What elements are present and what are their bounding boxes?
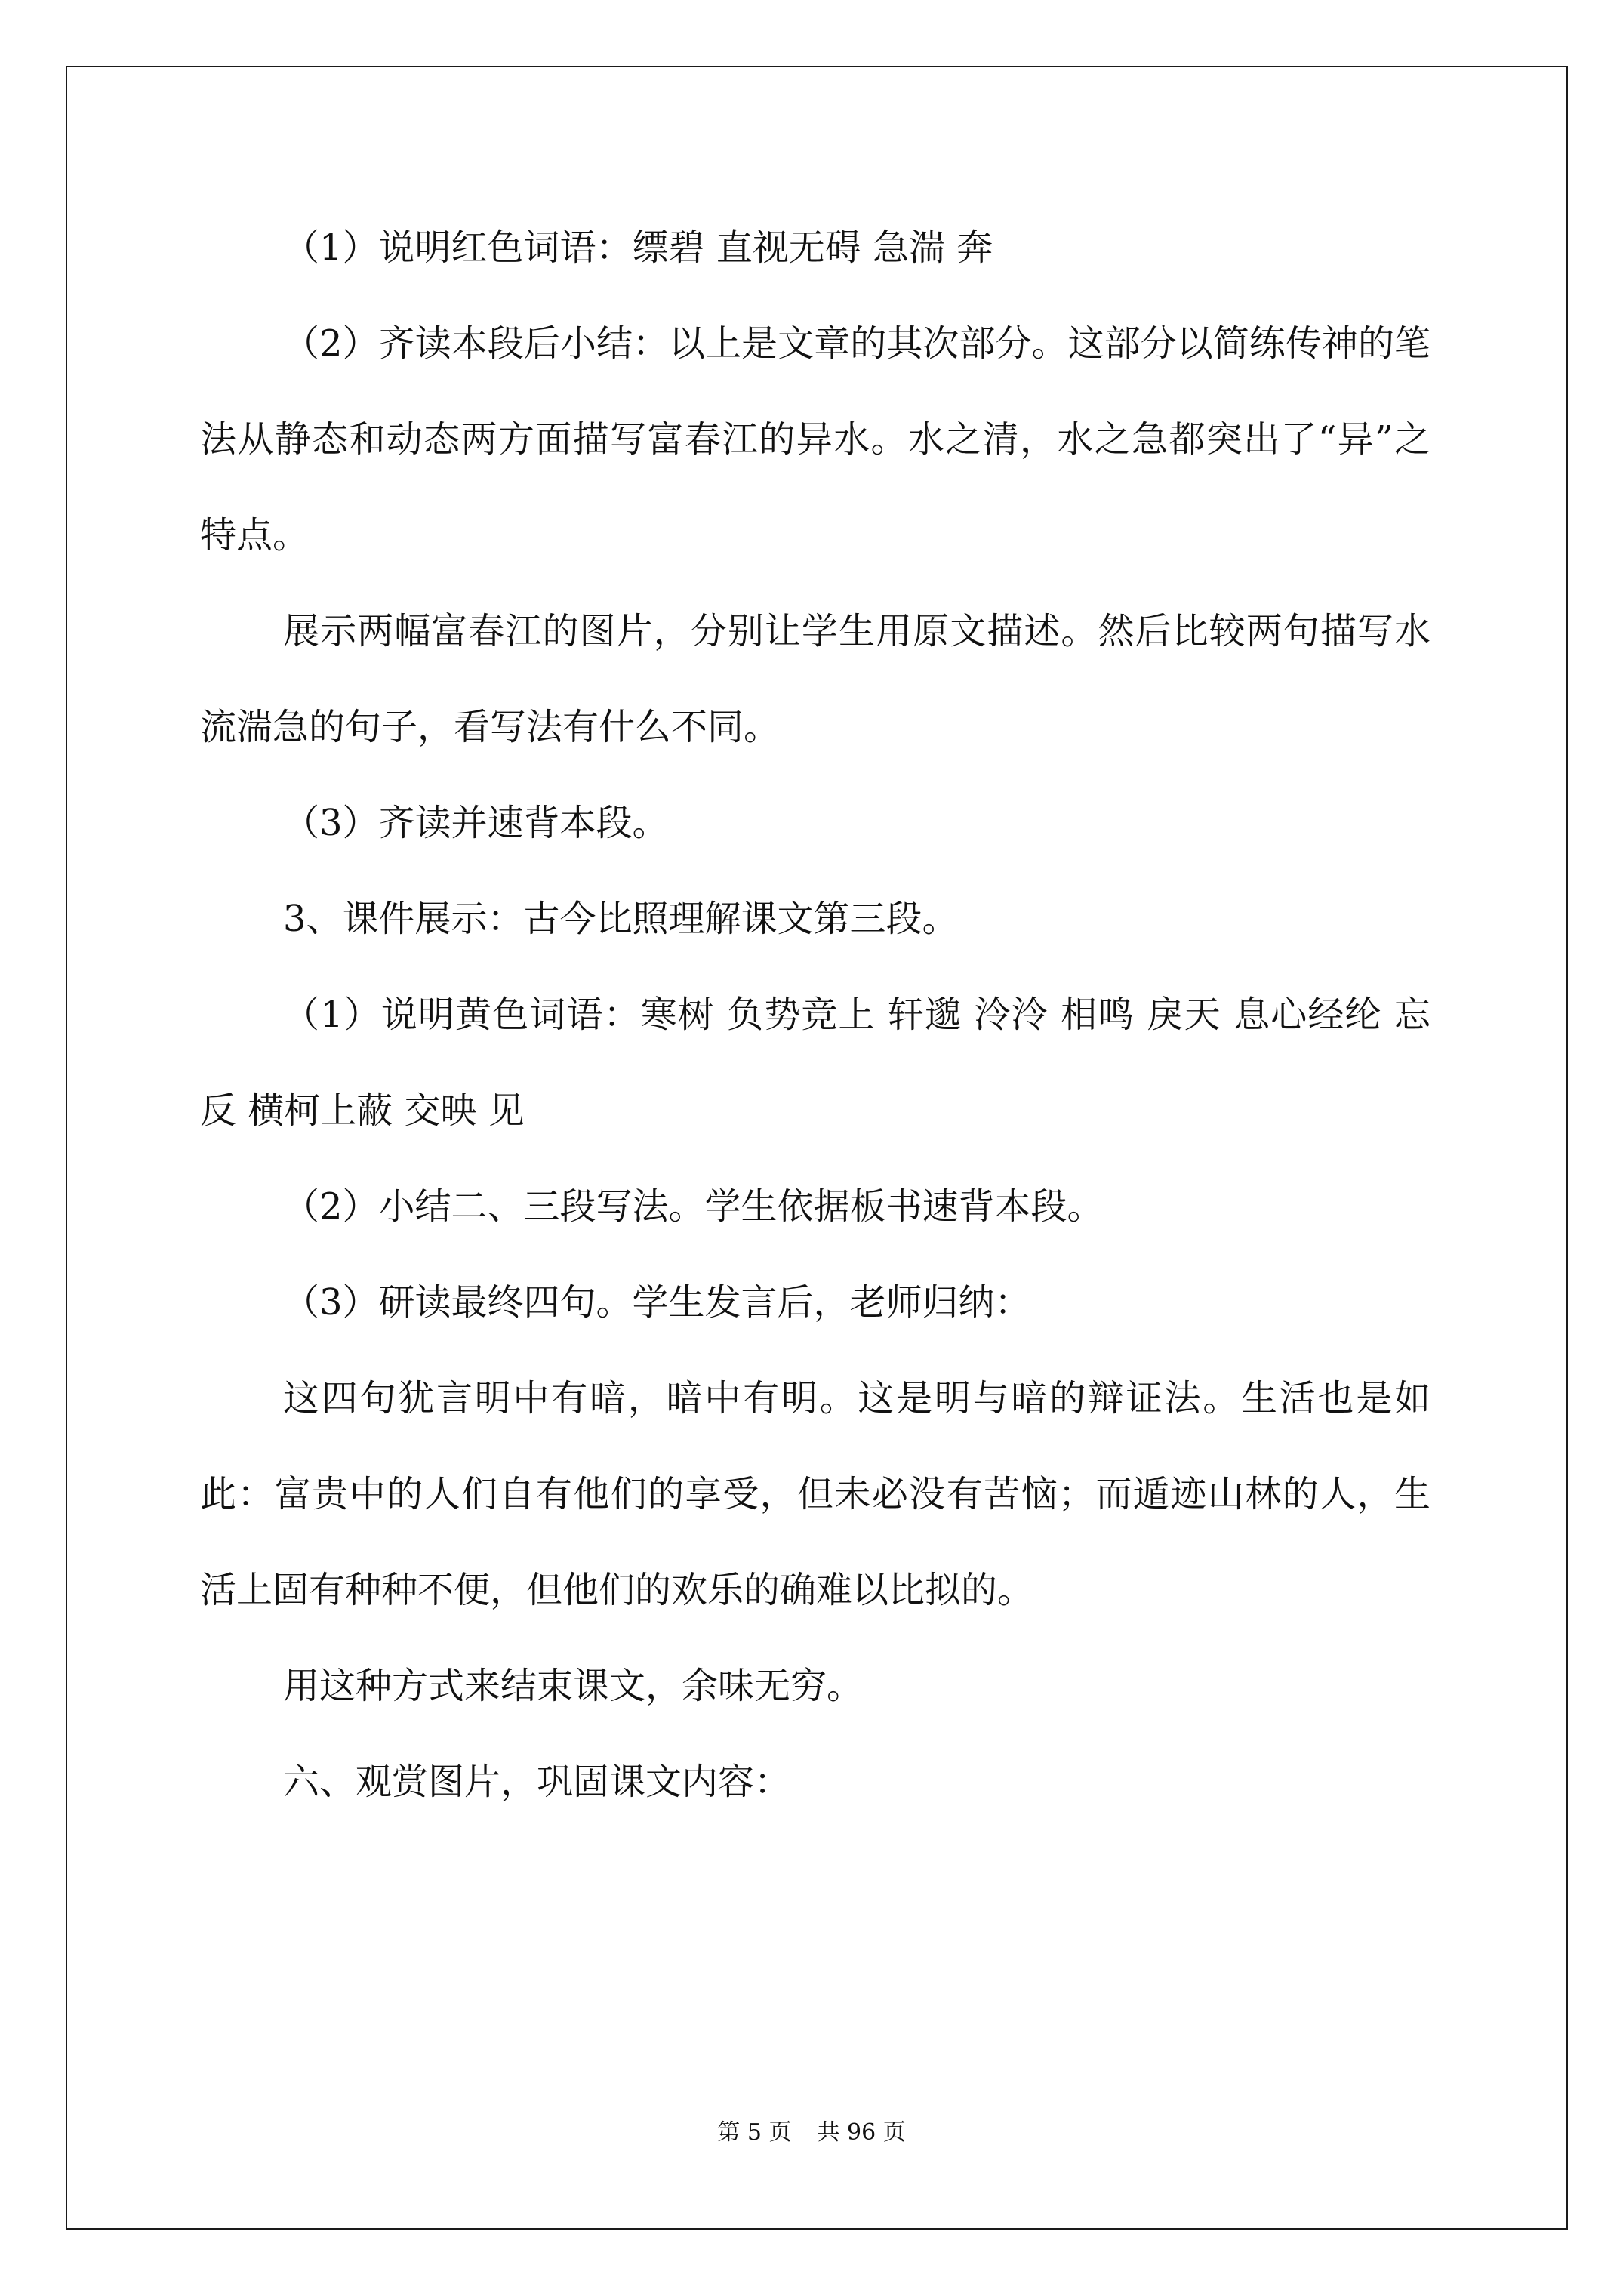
page-number: 第 5 页 [717, 2119, 792, 2146]
paragraph-study-last-four: （3）研读最终四句。学生发言后，老师归纳： [283, 1281, 1031, 1324]
paragraph-red-words: （1）说明红色词语：缥碧 直视无碍 急湍 奔 [283, 227, 993, 269]
paragraph-show-pictures: 展示两幅富春江的图片，分别让学生用原文描述。然后比较两句描写水流湍急的句子，看写法有什么不同。 [200, 610, 1431, 748]
paragraph-recite: （3）齐读并速背本段。 [283, 802, 669, 844]
paragraph-yellow-words: （1）说明黄色词语：寒树 负势竞上 轩邈 泠泠 相鸣 戾天 息心经纶 忘反 横柯上蔽 交映 见 [200, 994, 1431, 1132]
page-footer [0, 2118, 1623, 2148]
paragraph-summary-section-two: （2）齐读本段后小结：以上是文章的其次部分。这部分以简练传神的笔法从静态和动态两方面描写富春江的异水。水之清，水之急都突出了“异”之特点。 [200, 322, 1431, 556]
paragraph-section-six: 六、观赏图片，巩固课文内容： [283, 1761, 791, 1803]
paragraph-summary-writing: （2）小结二、三段写法。学生依据板书速背本段。 [283, 1185, 1104, 1228]
paragraph-dialectic: 这四句犹言明中有暗，暗中有明。这是明与暗的辩证法。生活也是如此：富贵中的人们自有他们的享受，但未必没有苦恼；而遁迹山林的人，生活上固有种种不便，但他们的欢乐的确难以比拟的。 [200, 1377, 1431, 1611]
paragraph-ending: 用这种方式来结束课文，余味无穷。 [283, 1665, 864, 1707]
paragraph-courseware-section-three: 3、课件展示：古今比照理解课文第三段。 [283, 898, 959, 940]
page-total: 共 96 页 [817, 2119, 906, 2146]
document-body [200, 200, 1431, 1830]
